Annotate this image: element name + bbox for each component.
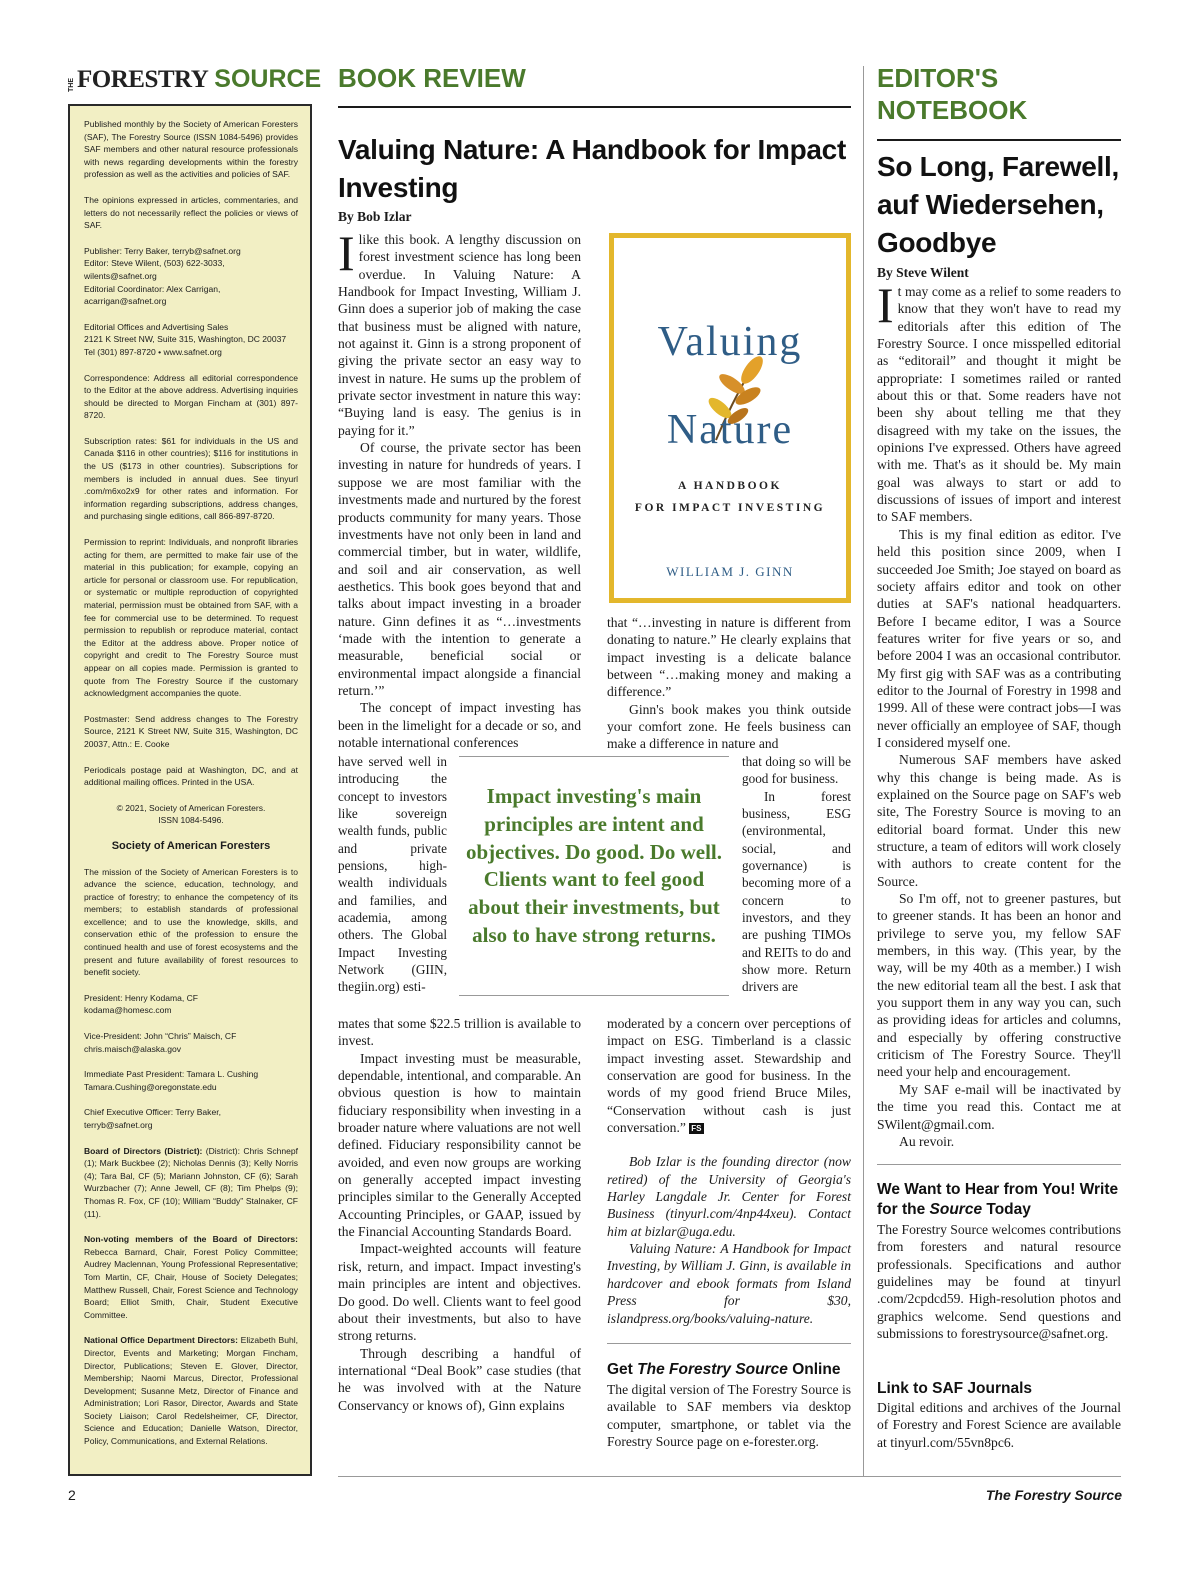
sidebar-about: Published monthly by the Society of American Foresters (SAF), The Forestry Source (ISSN 1084-5496) provides SAF members and other natural resource professionals with news regarding developments within the forestry profession as well as the activities and policies of SAF. <box>84 119 298 180</box>
sidebar-staff: Publisher: Terry Baker, terryb@safnet.org Editor: Steve Wilent, (503) 622-3033, wilents@safnet.org Editorial Coordinator: Alex Carrigan, acarrigan@safnet.org <box>84 245 241 307</box>
book-review-col2-bottom <box>607 1015 851 1327</box>
saf-past-president: Immediate Past President: Tamara L. Cushing Tamara.Cushing@oregonstate.edu <box>84 1069 259 1092</box>
sidebar-postage: Periodicals postage paid at Washington, DC, and at additional mailing offices. Printed in the USA. <box>84 764 298 788</box>
editor-para-5: My SAF e-mail will be inactivated by the time you read this. Contact me at SWilent@gmail.com. <box>877 1081 1121 1132</box>
saf-board-label: Board of Directors (District): <box>84 1145 203 1156</box>
review-para-9-end: moderated by a concern over perceptions of impact on ESG. Timberland is a classic impact investing asset. Stewardship and conservation are good for business. In the words of my good friend Bruce Miles, “Conservation without cash is just conversation.” <box>607 1016 851 1136</box>
sidebar-copyright: © 2021, Society of American Foresters. ISSN 1084-5496. <box>116 802 266 826</box>
footer-publication-title: The Forestry Source <box>985 1487 1122 1503</box>
editor-para-2: This is my final edition as editor. I've held this position since 2009, when I succeeded Joe Smith; Joe stayed on board as society affairs editor and took on other duties at SAF's national headquarters. Before I became editor, I was a Source features writer for five years or so, and before 2004 I was an occasional contributor. My first gig with SAF was as a contributing editor to the Journal of Forestry in 1998 and 1999. All of these were contract jobs—I was never officially an employee of SAF, though I considered myself one. <box>877 526 1121 750</box>
hear-top-rule <box>877 1164 1121 1165</box>
saf-office-label: National Office Department Directors: <box>84 1335 238 1346</box>
online-heading-post: Online <box>787 1361 841 1378</box>
online-heading-pre: Get <box>607 1361 638 1378</box>
saf-nonvoting <box>84 1233 298 1321</box>
book-review-col2-narrow <box>742 753 851 996</box>
sidebar-offices: Editorial Offices and Advertising Sales 2121 K Street NW, Suite 315, Washington, DC 20037 Tel (301) 897-8720 • www.safnet.org <box>84 321 287 357</box>
publication-info-sidebar <box>68 104 312 1476</box>
journals-text: Digital editions and archives of the Journal of Forestry and Forest Science are available at tinyurl.com/55vn8pc6. <box>877 1400 1121 1450</box>
sidebar-opinions: The opinions expressed in articles, commentaries, and letters do not necessarily reflect the policies or views of SAF. <box>84 194 298 231</box>
review-para-6: Through describing a handful of international “Deal Book” case studies (that he was involved with at the Nature Conservancy or knows of), Ginn explains <box>338 1345 581 1413</box>
book-review-top-rule <box>338 106 851 108</box>
online-top-rule <box>607 1343 851 1344</box>
book-review-col2-top <box>607 614 851 753</box>
sidebar-correspondence: Correspondence: Address all editorial correspondence to the Editor at the above address. Advertising inquiries should be directed to Morgan Fincham at (301) 897-8720. <box>84 372 298 421</box>
hear-heading <box>877 1180 1121 1220</box>
review-para-4: Impact investing must be measurable, dependable, intentional, and comparable. An obvious question is how to maintain fiduciary responsibility when investing in a broader nature where valuations are not well defined. Fiduciary responsibility cannot be avoided, and even now groups are working on generally accepted impact investing principles similar to the Generally Accepted Accounting Principles, or GAAP, issued by the Financial Accounting Standards Board. <box>338 1050 581 1240</box>
end-of-story-mark: FS <box>691 1124 702 1134</box>
hear-heading-em: Source <box>929 1201 983 1218</box>
saf-president: President: Henry Kodama, CF kodama@homesc.com <box>84 992 199 1016</box>
cover-title-nature: Nature <box>666 407 794 453</box>
book-review-section-header: BOOK REVIEW <box>338 63 526 93</box>
book-review-byline: By Bob Izlar <box>338 209 412 224</box>
pull-quote: Impact investing's main principles are intent and objectives. Do good. Do well. Clients want to feel good about their investments, but also to have strong returns. <box>459 756 729 996</box>
review-para-5: Impact-weighted accounts will feature risk, return, and impact. Impact investing's main principles are intent and objectives. Do good. Do well. Clients want to feel good about their investments, but also to have strong returns. <box>338 1241 581 1344</box>
author-bio: Bob Izlar is the founding director (now retired) of the University of Georgia's Harley Langdale Jr. Center for Forest Business (tinyurl.com/4np44xeu). Contact him at bizlar@uga.edu. <box>607 1154 851 1239</box>
saf-vice-president: Vice-President: John “Chris” Maisch, CF chris.maisch@alaska.gov <box>84 1031 237 1054</box>
editor-para-6: Au revoir. <box>899 1133 955 1149</box>
cover-author: WILLIAM J. GINN <box>666 564 794 579</box>
review-para-1: like this book. A lengthy discussion on forest investment science has long been overdue. In Valuing Nature: A Handbook for Impact Investing, William J. Ginn does a superior job of making the case that business must be aligned with nature, not against it. Ginn is a strong proponent of giving the private sector an easy way to invest in nature. He sums up the problem of private sector investment in nature this way: “Buying land is easy. The genius is in paying for it.” <box>338 232 581 438</box>
editor-top-rule <box>877 139 1121 141</box>
page-number: 2 <box>68 1487 76 1503</box>
sidebar-postmaster: Postmaster: Send address changes to The Forestry Source, 2121 K Street NW, Suite 315, Washington, DC 20037, Attn.: E. Cooke <box>84 713 298 749</box>
sidebar-subscriptions: Subscription rates: $61 for individuals in the US and Canada $116 in other countries); $116 for institutions in the US ($173 in other countries). Subscriptions for members is included in annual dues. See tinyurl .com/m6xo2x9 for other rates and information. For information regarding subscriptions, address changes, and purchasing single editions, call 866-897-8720. <box>84 435 298 522</box>
hear-heading-pre: We Want to Hear from You! Write for the <box>877 1181 1119 1218</box>
masthead-logo <box>68 65 322 93</box>
saf-nonvoting-text: Rebecca Barnard, Chair, Forest Policy Committee; Audrey Maclennan, Young Professional Representative; Tom Martin, CF, Chair, House of Society Delegates; Matthew Russell, Chair, Forest Science and Technology Board; Elliot Smith, Chair, Student Executive Committee. <box>84 1246 298 1320</box>
review-para-3-cont: have served well in introducing the concept to investors like sovereign wealth funds, public and private pensions, high-wealth individuals and families, and academia, among others. The Global Impact Investing Network (GIIN, thegiin.org) esti- <box>338 754 447 995</box>
editors-notebook-section-header: EDITOR'S NOTEBOOK <box>877 63 1028 125</box>
book-review-headline: Valuing Nature: A Handbook for Impact Investing <box>338 134 846 203</box>
saf-office-text: Elizabeth Buhl, Director, Events and Marketing; Morgan Fincham, Director, Publications; Steven E. Glover, Director, Membership; Naomi Marcus, Director, Professional Development; Susanne Metz, Director of Finance and Administration; Lori Rasor, Director, Awards and State Society Liaison; Carol Redelsheimer, CF, Director, Science and Education; Danielle Watson, Director, Policy, Communications, and External Relations. <box>84 1335 298 1447</box>
masthead-the: THE <box>68 78 75 92</box>
masthead-source: SOURCE <box>214 65 322 93</box>
review-para-7: that “…investing in nature is different from donating to nature.” He clearly explains that impact investing is a delicate balance between “…making money and making a difference.” <box>607 615 851 700</box>
review-para-3-end: mates that some $22.5 trillion is available to invest. <box>338 1016 581 1049</box>
editor-para-4: So I'm off, not to greener pastures, but to greener stands. It has been an honor and privilege to serve you, my fellow SAF members, in this way. (This year, by the way, will be my 40th as a member.) I wish the new editorial team all the best. I ask that you support them in any way you can, such as providing ideas for articles and columns, and especially by offering constructive criticism of The Forestry Source. They'll need your help and encouragement. <box>877 891 1121 1080</box>
review-para-9: In forest business, ESG (environmental, social, and governance) is becoming more of a concern to investors, and they are pushing TIMOs and REITs to do and show more. Return drivers are <box>742 788 851 995</box>
review-para-3: The concept of impact investing has been in the limelight for a decade or so, and notable international conferences <box>338 700 581 750</box>
editor-body <box>877 277 1121 1150</box>
editor-byline: By Steve Wilent <box>877 265 969 280</box>
hear-text: The Forestry Source welcomes contributions from foresters and natural resource professionals. Specifications and author guidelines may be found at tinyurl .com/2cpdcd59. High-resolution photos and graphics welcome. Send questions and submissions to forestrysource@safnet.org. <box>877 1222 1121 1342</box>
masthead-forestry: FORESTRY <box>77 66 209 93</box>
editor-para-3: Numerous SAF members have asked why this change is being made. As is explained on the Source page on SAF's web site, The Forestry Source is moving to an editorial board format. Under this new structure, a team of editors will work closely with authors to create content for the Source. <box>877 752 1121 889</box>
saf-nonvoting-label: Non-voting members of the Board of Directors: <box>84 1234 298 1245</box>
editor-headline: So Long, Farewell, auf Wiedersehen, Goodbye <box>877 151 1119 258</box>
book-review-dropcap: I <box>338 225 355 281</box>
review-para-8: Ginn's book makes you think outside your comfort zone. He feels business can make a difference in nature and <box>607 701 851 752</box>
book-cover-image <box>609 233 851 603</box>
online-text: The digital version of The Forestry Source is available to SAF members via desktop computer, smartphone, or tablet via the Forestry Source page on e-forester.org. <box>607 1382 852 1450</box>
book-review-col1-top <box>338 225 581 751</box>
sidebar-permission: Permission to reprint: Individuals, and nonprofit libraries acting for them, are permitted to make fair use of the material in this publication; for example, copying an article for personal or classroom use. For republication, or systematic or multiple reproduction of copyrighted material, permission must be obtained from SAF, with a fee for commercial use to be determined. To request permission to republish or reproduce material, contact the Editor at the address above. Proper notice of copyright and credit to The Forestry Source must appear on all copies made. Permission is granted to quote from The Forestry Source if the customary acknowledgment accompanies the quote. <box>84 537 298 699</box>
review-para-8-cont: that doing so will be good for business. <box>742 754 851 787</box>
cover-subtitle-2: FOR IMPACT INVESTING <box>634 502 826 514</box>
saf-heading: Society of American Foresters <box>111 839 271 852</box>
column-divider <box>863 66 864 1476</box>
book-review-col1-narrow <box>338 753 447 996</box>
saf-ceo: Chief Executive Officer: Terry Baker, terryb@safnet.org <box>84 1107 221 1130</box>
editor-para-1: t may come as a relief to some readers to know that they won't have to read my editorials after this edition of The Forestry Source. I once misspelled editorial as “editorail” and thought it might be appropriate: I sometimes railed or ranted about this or that. Some readers have not been shy about telling me that they disagreed with my take on the issues, the opinions I've expressed. Others have agreed with me. That's as it should be. My main goal was always to start or add to discussions of issues of import and interest to SAF members. <box>877 284 1121 525</box>
book-review-col1-bottom <box>338 1015 581 1414</box>
saf-board <box>84 1145 298 1221</box>
cover-title-valuing: Valuing <box>657 319 803 365</box>
hear-heading-post: Today <box>982 1201 1031 1218</box>
footer-rule <box>338 1476 1121 1477</box>
journals-heading: Link to SAF Journals <box>877 1380 1033 1397</box>
online-heading-em: The Forestry Source <box>637 1361 788 1378</box>
saf-office-directors <box>84 1334 298 1447</box>
cover-subtitle-1: A HANDBOOK <box>678 480 782 492</box>
online-heading <box>607 1360 851 1380</box>
book-availability: Valuing Nature: A Handbook for Impact Investing, by William J. Ginn, is available in hardcover and ebook formats from Island Press for $30, islandpress.org/books/valuing-nature. <box>607 1241 851 1326</box>
review-para-2: Of course, the private sector has been investing in nature for hundreds of years. I suppose we are most familiar with the investments made and nurtured by the forest products community for many years. Those investments have not only been in land and commercial timber, but in water, wildlife, and soil and air conservation, as well aesthetics. This book goes beyond that and talks about impact investing in a broader nature. Ginn defines it as “…investments ‘made with the intention to generate a measurable, beneficial social or environmental impact alongside a financial return.’” <box>338 440 581 698</box>
editor-dropcap: I <box>877 277 894 333</box>
saf-board-text: (District): Chris Schnepf (1); Mark Buckbee (2); Nicholas Dennis (3); Kelly Norris (4); Tara Bal, CF (5); Mariann Johnston, CF (6); Sarah Wurzbacher (7); Anne Jewell, CF (8); Tim Phelps (9); Thomas R. Fox, CF (10); William “Buddy” Stalnaker, CF (11). <box>84 1145 298 1219</box>
saf-mission: The mission of the Society of American Foresters is to advance the science, education, technology, and practice of forestry; to enhance the competency of its members; to establish standards of professional excellence; and to use the knowledge, skills, and conservation ethic of the profession to ensure the continued health and use of forest ecosystems and the present and future availability of forest resources to benefit society. <box>84 866 298 978</box>
